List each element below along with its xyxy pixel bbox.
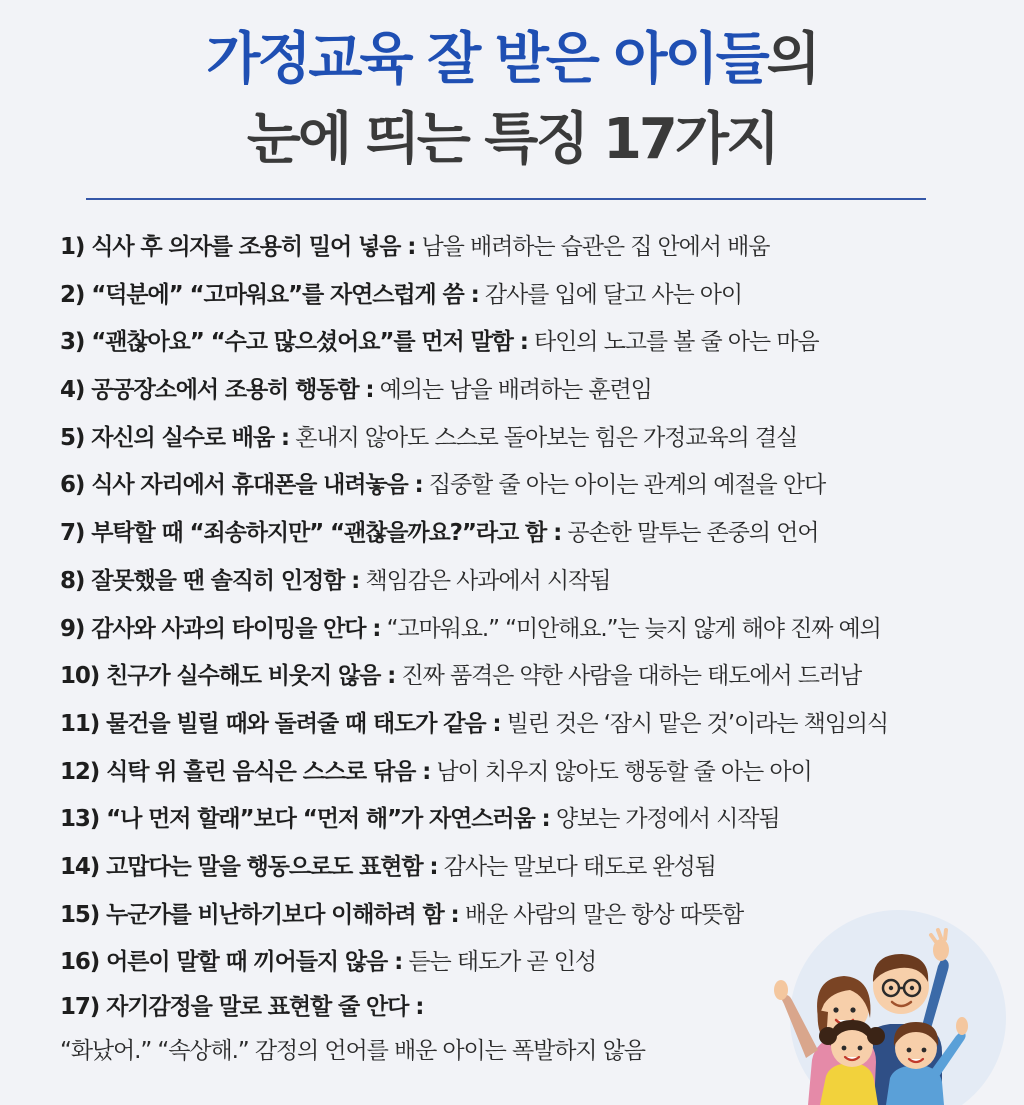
- list-item: [60, 844, 1000, 892]
- list-item: [60, 272, 1000, 320]
- item-desc: 타인의 노고를 볼 줄 아는 마음: [527, 329, 819, 356]
- list-item: [60, 606, 1000, 654]
- list-item: [60, 319, 1000, 367]
- item-head: 13) “나 먼저 할래”보다 “먼저 해”가 자연스러움 :: [60, 806, 550, 833]
- item-head: 15) 누군가를 비난하기보다 이해하려 함 :: [60, 901, 459, 928]
- list-item: [60, 558, 1000, 606]
- list-item: [60, 415, 1000, 463]
- list-item: [60, 462, 1000, 510]
- item-head: 12) 식탁 위 흘린 음식은 스스로 닦음 :: [60, 758, 431, 785]
- title-suffix: 의: [766, 27, 818, 92]
- item-desc: 남이 치우지 않아도 행동할 줄 아는 아이: [430, 758, 812, 785]
- item-head: 14) 고맙다는 말을 행동으로도 표현함 :: [60, 853, 438, 880]
- item-head: 9) 감사와 사과의 타이밍을 안다 :: [60, 615, 381, 642]
- list-item: [60, 510, 1000, 558]
- title-divider: [86, 198, 926, 200]
- item-head: 10) 친구가 실수해도 비웃지 않음 :: [60, 663, 396, 690]
- page-title-line2: 눈에 띄는 특징 17가지: [246, 107, 778, 172]
- item-desc: 빌린 것은 ‘잠시 맡은 것’이라는 책임의식: [500, 710, 889, 737]
- item-head: 2) “덕분에” “고마워요”를 자연스럽게 씀 :: [60, 281, 479, 308]
- item-desc: 남을 배려하는 습관은 집 안에서 배움: [415, 234, 770, 260]
- page-title-line1: [0, 27, 1024, 92]
- item-head: 16) 어른이 말할 때 끼어들지 않음 :: [60, 949, 403, 976]
- item-head: 6) 식사 자리에서 휴대폰을 내려놓음 :: [60, 472, 423, 499]
- list-item: [60, 749, 1000, 797]
- item-head: 17) 자기감정을 말로 표현할 줄 안다 :: [60, 994, 424, 1020]
- item-desc: 듣는 태도가 곧 인성: [402, 949, 596, 976]
- item-desc: 예의는 남을 배려하는 훈련임: [373, 377, 652, 404]
- item-desc: 감사는 말보다 태도로 완성됨: [437, 853, 716, 880]
- item-desc: 공손한 말투는 존중의 언어: [561, 520, 819, 547]
- family-illustration: [770, 900, 1020, 1105]
- item-desc: “고마워요.” “미안해요.”는 늦지 않게 해야 진짜 예의: [380, 615, 881, 642]
- item-head: 7) 부탁할 때 “죄송하지만” “괜찮을까요?”라고 함 :: [60, 520, 562, 547]
- item-head: 5) 자신의 실수로 배움 :: [60, 424, 289, 451]
- item-head: 4) 공공장소에서 조용히 행동함 :: [60, 377, 374, 404]
- item-head: 11) 물건을 빌릴 때와 돌려줄 때 태도가 같음 :: [60, 710, 501, 737]
- item-desc: 감사를 입에 달고 사는 아이: [478, 281, 743, 308]
- item-desc: 책임감은 사과에서 시작됨: [359, 567, 611, 594]
- item-head: 1) 식사 후 의자를 조용히 밀어 넣음 :: [60, 234, 416, 260]
- item-desc: 배운 사람의 말은 항상 따뜻함: [458, 901, 744, 928]
- title-highlight: 가정교육 잘 받은 아이들: [206, 27, 767, 92]
- list-item: [60, 367, 1000, 415]
- item17-continuation: “화났어.” “속상해.” 감정의 언어를 배운 아이는 폭발하지 않음: [60, 1038, 645, 1064]
- item-desc: 혼내지 않아도 스스로 돌아보는 힘은 가정교육의 결실: [289, 424, 798, 451]
- list-item: [60, 796, 1000, 844]
- item-head: 3) “괜찮아요” “수고 많으셨어요”를 먼저 말함 :: [60, 329, 528, 356]
- item-desc: 진짜 품격은 약한 사람을 대하는 태도에서 드러남: [395, 663, 862, 690]
- list-item: [60, 653, 1000, 701]
- list-item: [60, 224, 1000, 272]
- item-head: 8) 잘못했을 땐 솔직히 인정함 :: [60, 567, 360, 594]
- item-desc: 양보는 가정에서 시작됨: [549, 806, 780, 833]
- item-desc: 집중할 줄 아는 아이는 관계의 예절을 안다: [422, 472, 826, 499]
- list-item: [60, 701, 1000, 749]
